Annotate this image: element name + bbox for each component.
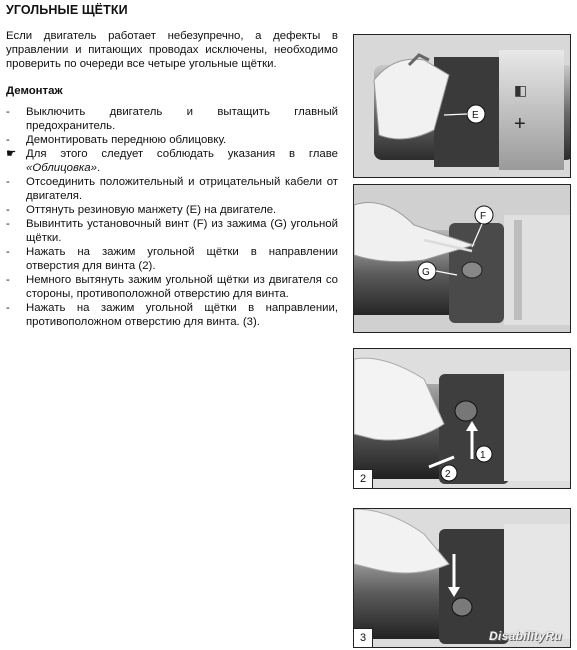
step-item: - Оттянуть резиновую манжету (E) на двигателе. xyxy=(6,204,277,216)
step-item: - Немного вытянуть зажим угольной щётки из двигателя со стороны, противоположной отверстию для винта. xyxy=(6,274,338,300)
photo-motor-sleeve xyxy=(354,35,570,177)
callout-label: F xyxy=(480,211,487,222)
callout-label: E xyxy=(472,110,479,121)
section-title: УГОЛЬНЫЕ ЩЁТКИ xyxy=(6,3,128,17)
photo-push-clamp xyxy=(354,349,570,488)
pointing-hand-icon: ☛ xyxy=(6,148,17,160)
dash-bullet: - xyxy=(6,218,10,230)
dash-bullet: - xyxy=(6,134,10,146)
photo-motor-screw xyxy=(354,185,570,332)
dash-bullet: - xyxy=(6,246,10,258)
dash-bullet: - xyxy=(6,274,10,286)
figure-step-3 xyxy=(353,508,571,648)
dash-bullet: - xyxy=(6,204,10,216)
callout-label: G xyxy=(422,267,430,278)
figure-number: 3 xyxy=(354,628,373,647)
dash-bullet: - xyxy=(6,176,10,188)
step-item: - Выключить двигатель и вытащить главный предохранитель. xyxy=(6,106,338,132)
figure-step-2 xyxy=(353,348,571,489)
removal-steps-list xyxy=(6,105,338,329)
intro-paragraph: Если двигатель работает небезупречно, а дефекты в управлении и питающих проводах исключены, необходимо проверить по очереди все четыре угольные щётки. xyxy=(6,30,338,70)
step-item: - Нажать на зажим угольной щётки в направлении, противоположном отверстию для винта. (3). xyxy=(6,302,338,328)
step-item: - Отсоединить положительный и отрицательный кабели от двигателя. xyxy=(6,176,338,202)
dash-bullet: - xyxy=(6,302,10,314)
figure-number: 2 xyxy=(354,469,373,488)
callout-label: 1 xyxy=(480,450,486,461)
dash-bullet: - xyxy=(6,106,10,118)
callout-label: 2 xyxy=(445,469,451,480)
svg-text:◧: ◧ xyxy=(514,82,528,98)
step-item: - Демонтировать переднюю облицовку. xyxy=(6,134,227,146)
step-item-note: ☛ Для этого следует соблюдать указания в главе «Облицовка». xyxy=(6,148,338,174)
figure-screw-f-clamp-g xyxy=(353,184,571,333)
step-item: - Нажать на зажим угольной щётки в направлении отверстия для винта (2). xyxy=(6,246,338,272)
step-item: - Вывинтить установочный винт (F) из зажима (G) угольной щётки. xyxy=(6,218,338,244)
watermark-text: DisabilityRu xyxy=(489,629,562,643)
figure-sleeve-e xyxy=(353,34,571,178)
svg-text:+: + xyxy=(514,113,526,135)
manual-text-column xyxy=(6,0,338,329)
chapter-reference: «Облицовка» xyxy=(26,162,97,174)
subheading-removal: Демонтаж xyxy=(6,85,63,97)
photo-press-clamp-opposite xyxy=(354,509,570,647)
